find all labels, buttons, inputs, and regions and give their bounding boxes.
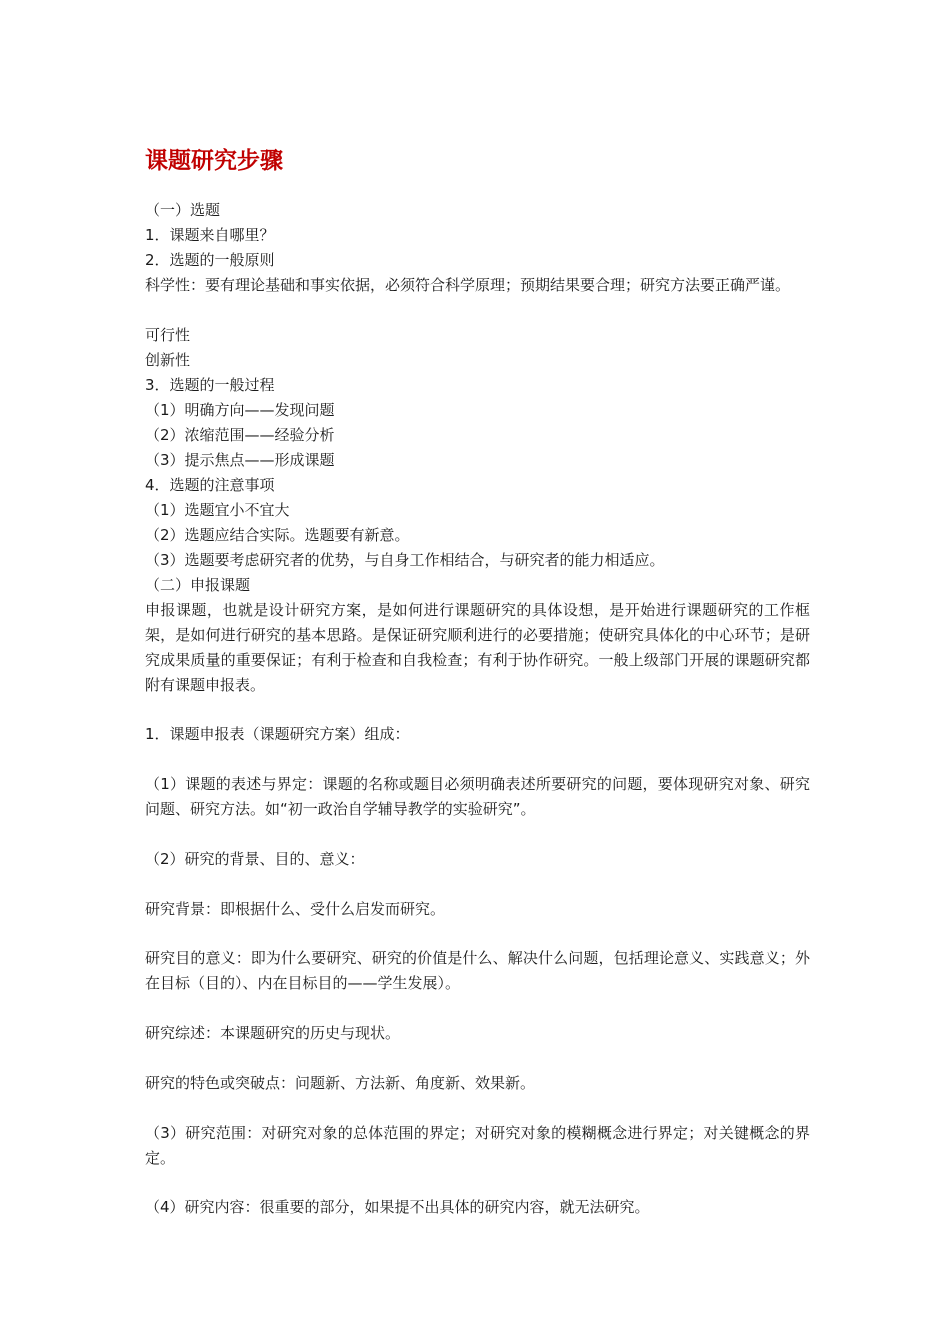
principle-scientific: 科学性：要有理论基础和事实依据，必须符合科学原理；预期结果要合理；研究方法要正确严谨。	[145, 276, 791, 294]
selection-process-heading: 3．选题的一般过程	[145, 376, 275, 394]
form-item-4: （4）研究内容：很重要的部分，如果提不出具体的研究内容，就无法研究。	[145, 1198, 650, 1216]
note-1: （1）选题宜小不宜大	[145, 501, 290, 519]
form-item-2-heading: （2）研究的背景、目的、意义：	[145, 850, 365, 868]
principle-innovative: 创新性	[145, 351, 191, 369]
note-2: （2）选题应结合实际。选题要有新意。	[145, 526, 410, 544]
principle-feasible: 可行性	[145, 326, 191, 344]
research-review: 研究综述：本课题研究的历史与现状。	[145, 1024, 401, 1042]
section-heading-topic-selection: （一）选题	[145, 201, 221, 219]
document-title: 课题研究步骤	[145, 147, 283, 174]
application-form-heading: 1．课题申报表（课题研究方案）组成：	[145, 725, 410, 743]
selection-notes-heading: 4．选题的注意事项	[145, 476, 275, 494]
note-3: （3）选题要考虑研究者的优势，与自身工作相结合，与研究者的能力相适应。	[145, 551, 665, 569]
application-intro-paragraph: 申报课题，也就是设计研究方案，是如何进行课题研究的具体设想，是开始进行课题研究的工作框架，是如何进行研究的基本思路。是保证研究顺利进行的必要措施；使研究具体化的中心环节；是研究成果质量的重要保证；有利于检查和自我检查；有利于协作研究。一般上级部门开展的课题研究都附有课题申报表。	[145, 601, 810, 694]
process-step-2: （2）浓缩范围——经验分析	[145, 426, 335, 444]
process-step-3: （3）提示焦点——形成课题	[145, 451, 335, 469]
research-background: 研究背景：即根据什么、受什么启发而研究。	[145, 900, 446, 918]
research-purpose-paragraph: 研究目的意义：即为什么要研究、研究的价值是什么、解决什么问题，包括理论意义、实践意义；外在目标（目的）、内在目标目的——学生发展）。	[145, 949, 810, 992]
selection-principles-heading: 2．选题的一般原则	[145, 251, 275, 269]
research-features: 研究的特色或突破点：问题新、方法新、角度新、效果新。	[145, 1074, 536, 1092]
topic-source-question: 1．课题来自哪里？	[145, 226, 275, 244]
section-heading-application: （二）申报课题	[145, 576, 251, 594]
form-item-3-paragraph: （3）研究范围：对研究对象的总体范围的界定；对研究对象的模糊概念进行界定；对关键概念的界定。	[145, 1124, 810, 1167]
process-step-1: （1）明确方向——发现问题	[145, 401, 335, 419]
form-item-1-paragraph: （1）课题的表述与界定：课题的名称或题目必须明确表述所要研究的问题，要体现研究对象、研究问题、研究方法。如“初一政治自学辅导教学的实验研究”。	[145, 775, 810, 818]
